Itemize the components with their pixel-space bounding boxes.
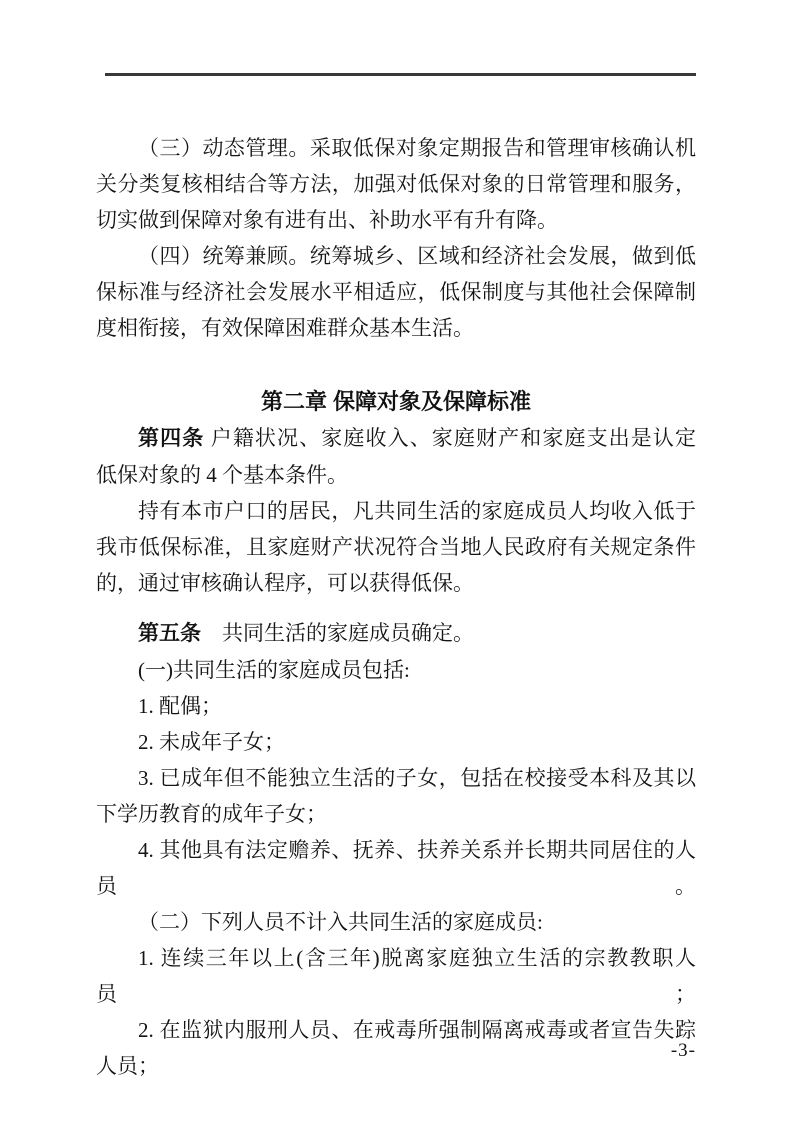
text-line: 下学历教育的成年子女； xyxy=(96,802,327,826)
text-line: 我市低保标准，且家庭财产状况符合当地人民政府有关规定条件 xyxy=(96,535,696,559)
text-line: （四）统筹兼顾。统筹城乡、区域和经济社会发展，做到低 xyxy=(138,244,696,268)
text-line: （三）动态管理。采取低保对象定期报告和管理审核确认机 xyxy=(138,136,696,160)
text-line: 持有本市户口的居民，凡共同生活的家庭成员人均收入低于 xyxy=(138,499,696,523)
text-line: 3. 已成年但不能独立生活的子女，包括在校接受本科及其以 xyxy=(138,766,696,790)
page-number: -3- xyxy=(670,1040,696,1061)
text-line: 2. 未成年子女； xyxy=(138,730,285,754)
text-line: 的，通过审核确认程序，可以获得低保。 xyxy=(96,571,474,595)
text-line: 2. 在监狱内服刑人员、在戒毒所强制隔离戒毒或者宣告失踪 xyxy=(138,1018,696,1042)
text-line: 关分类复核相结合等方法，加强对低保对象的日常管理和服务， xyxy=(96,172,696,196)
text-line: (一)共同生活的家庭成员包括: xyxy=(138,658,410,682)
document-body xyxy=(96,130,696,1084)
text-line: （二）下列人员不计入共同生活的家庭成员: xyxy=(138,910,543,934)
text-line: 第五条 共同生活的家庭成员确定。 xyxy=(138,621,474,645)
text-line: 4. 其他具有法定赡养、抚养、扶养关系并长期共同居住的人员。 xyxy=(96,838,696,898)
text-line: 1. 连续三年以上(含三年)脱离家庭独立生活的宗教教职人员； xyxy=(96,946,696,1006)
chapter-heading: 第二章 保障对象及保障标准 xyxy=(260,389,532,414)
text-line: 保标准与经济社会发展水平相适应，低保制度与其他社会保障制 xyxy=(96,280,696,304)
text-line: 低保对象的 4 个基本条件。 xyxy=(96,463,348,487)
text-line: 第四条 户籍状况、家庭收入、家庭财产和家庭支出是认定 xyxy=(138,426,697,450)
text-line: 度相衔接，有效保障困难群众基本生活。 xyxy=(96,316,474,340)
text-line: 切实做到保障对象有进有出、补助水平有升有降。 xyxy=(96,208,558,232)
section-after-heading xyxy=(96,420,696,1084)
header-rule xyxy=(105,73,696,76)
section-before-heading xyxy=(96,130,696,346)
article-number: 第四条 xyxy=(138,427,205,450)
article-number: 第五条 xyxy=(138,622,201,645)
text-line: 人员； xyxy=(96,1054,159,1078)
text-line: 1. 配偶； xyxy=(138,694,222,718)
